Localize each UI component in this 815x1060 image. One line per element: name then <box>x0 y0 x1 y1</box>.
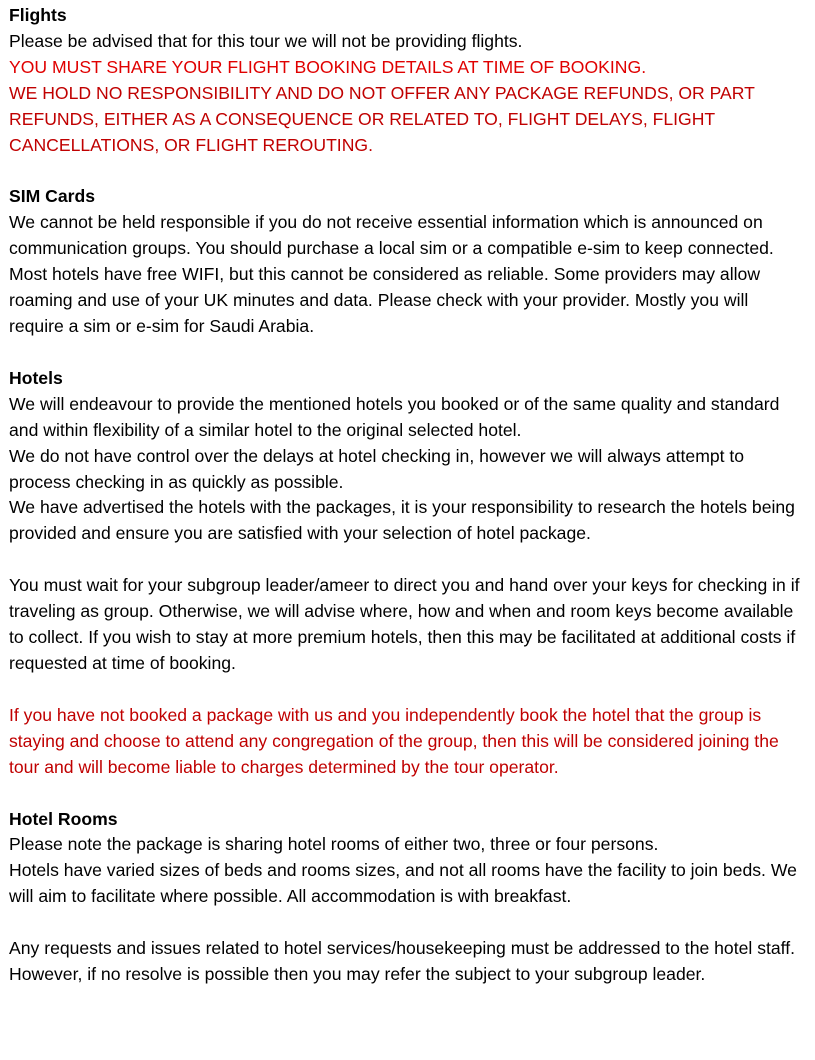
spacer <box>9 910 806 936</box>
hotel-rooms-text-sharing: Please note the package is sharing hotel rooms of either two, three or four persons. <box>9 834 659 855</box>
hotels-warning-independent-booking: If you have not booked a package with us and you independently book the hotel that the group is staying and choose to attend any congregation of the group, then this will be considered joining the tour and will become liable to charges determined by the tour operator. <box>9 704 779 777</box>
flights-warning-booking: YOU MUST SHARE YOUR FLIGHT BOOKING DETAILS AT TIME OF BOOKING. <box>9 56 647 77</box>
spacer <box>9 677 806 703</box>
heading-sim-cards: SIM Cards <box>9 186 96 207</box>
hotels-text-research: We have advertised the hotels with the packages, it is your responsibility to research the hotels being provided and ensure you are satisfied with your selection of hotel package. <box>9 497 795 544</box>
heading-hotel-rooms: Hotel Rooms <box>9 808 118 829</box>
flights-text: Please be advised that for this tour we will not be providing flights. <box>9 30 523 51</box>
hotels-text-keys: You must wait for your subgroup leader/ameer to direct you and hand over your keys for checking in if traveling as group. Otherwise, we will advise where, how and when and room keys become available to collect. If you wish to stay at more premium hotels, then this may be facilitated at additional costs if requested at time of booking. <box>9 575 800 673</box>
section-hotels <box>9 366 806 781</box>
spacer <box>9 781 806 807</box>
hotels-text-quality: We will endeavour to provide the mentioned hotels you booked or of the same quality and standard and within flexibility of a similar hotel to the original selected hotel. <box>9 393 780 440</box>
spacer <box>9 547 806 573</box>
hotel-rooms-text-beds: Hotels have varied sizes of beds and rooms sizes, and not all rooms have the facility to join beds. We will aim to facilitate where possible. All accommodation is with breakfast. <box>9 860 797 907</box>
section-sim-cards <box>9 184 806 339</box>
spacer <box>9 340 806 366</box>
section-hotel-rooms <box>9 807 806 988</box>
spacer <box>9 158 806 184</box>
heading-flights: Flights <box>9 5 67 25</box>
sim-cards-text: We cannot be held responsible if you do not receive essential information which is announced on communication groups. You should purchase a local sim or a compatible e-sim to keep connected. Most hotels have free WIFI, but this cannot be considered as reliable. Some providers may allow roaming and use of your UK minutes and data. Please check with your provider. Mostly you will require a sim or e-sim for Saudi Arabia. <box>9 212 774 336</box>
section-flights <box>9 3 806 158</box>
hotels-text-checkin: We do not have control over the delays at hotel checking in, however we will always attempt to process checking in as quickly as possible. <box>9 445 745 492</box>
flights-warning-refunds: WE HOLD NO RESPONSIBILITY AND DO NOT OFFER ANY PACKAGE REFUNDS, OR PART REFUNDS, EITHER AS A CONSEQUENCE OR RELATED TO, FLIGHT DELAYS, FLIGHT CANCELLATIONS, OR FLIGHT REROUTING. <box>9 82 755 155</box>
hotel-rooms-text-requests: Any requests and issues related to hotel services/housekeeping must be addressed to the hotel staff. However, if no resolve is possible then you may refer the subject to your subgroup leader. <box>9 938 796 985</box>
heading-hotels: Hotels <box>9 367 63 388</box>
